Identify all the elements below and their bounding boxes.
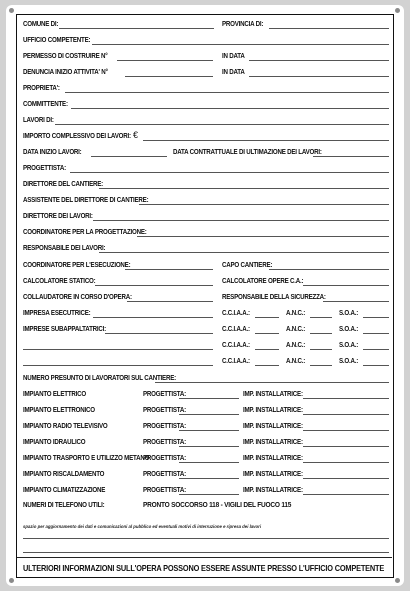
- update-area-line: [23, 552, 389, 553]
- impianto-label: IMPIANTO RISCALDAMENTO: [23, 469, 105, 478]
- impianto-installatrice-label: IMP. INSTALLATRICE:: [243, 389, 303, 398]
- cciaa-label: C.C.I.A.A.:: [222, 324, 250, 333]
- anc-line: [310, 317, 332, 318]
- data-ultimazione-label: DATA CONTRATTUALE DI ULTIMAZIONE DEI LAVORI:: [173, 147, 322, 156]
- cciaa-line: [255, 365, 279, 366]
- impianto-progettista-line: [179, 398, 239, 399]
- coord-esecuzione-label: COORDINATORE PER L'ESECUZIONE:: [23, 260, 131, 269]
- impianto-progettista-label: PROGETTISTA:: [143, 469, 186, 478]
- calcolatore-statico-label: CALCOLATORE STATICO:: [23, 276, 96, 285]
- cciaa-label: C.C.I.A.A.:: [222, 356, 250, 365]
- impianto-progettista-label: PROGETTISTA:: [143, 389, 186, 398]
- anc-label: A.N.C.:: [286, 340, 306, 349]
- impianto-progettista-label: PROGETTISTA:: [143, 405, 186, 414]
- impianto-label: IMPIANTO TRASPORTO E UTILIZZO METANO: [23, 453, 150, 462]
- update-area-line: [23, 538, 389, 539]
- update-area-note: spazio per aggiornamento dei dati e comunicazioni al pubblico ed eventuali motivi di interruzione e ripresa dei lavori: [23, 524, 262, 529]
- calcolatore-opere-line: [303, 285, 389, 286]
- soa-label: S.O.A.:: [339, 340, 359, 349]
- provincia-line: [269, 28, 389, 29]
- telefono-value: PRONTO SOCCORSO 118 - VIGILI DEL FUOCO 115: [143, 500, 292, 509]
- impianto-installatrice-label: IMP. INSTALLATRICE:: [243, 405, 303, 414]
- numero-lavoratori-label: NUMERO PRESUNTO DI LAVORATORI SUL CANTIERE:: [23, 373, 176, 382]
- direttore-lavori-line: [93, 220, 389, 221]
- mounting-hole-top-right: [395, 8, 400, 13]
- impianto-progettista-label: PROGETTISTA:: [143, 437, 186, 446]
- responsabile-sicurezza-label: RESPONSABILE DELLA SICUREZZA:: [222, 292, 326, 301]
- telefono-label: NUMERI DI TELEFONO UTILI:: [23, 500, 105, 509]
- impianto-installatrice-line: [303, 478, 389, 479]
- soa-label: S.O.A.:: [339, 308, 359, 317]
- impianto-progettista-label: PROGETTISTA:: [143, 485, 186, 494]
- imprese-subappaltatrici-label: IMPRESE SUBAPPALTATRICI:: [23, 324, 106, 333]
- coord-progettazione-label: COORDINATORE PER LA PROGETTAZIONE:: [23, 227, 147, 236]
- capo-cantiere-label: CAPO CANTIERE:: [222, 260, 273, 269]
- progettista-label: PROGETTISTA:: [23, 163, 66, 172]
- impianto-progettista-label: PROGETTISTA:: [143, 421, 186, 430]
- mounting-hole-bottom-left: [9, 578, 14, 583]
- coord-progettazione-line: [137, 236, 389, 237]
- soa-line: [363, 365, 389, 366]
- capo-cantiere-line: [269, 269, 389, 270]
- cciaa-line: [255, 317, 279, 318]
- comune-label: COMUNE DI:: [23, 19, 59, 28]
- soa-line: [363, 317, 389, 318]
- footer-text: ULTERIORI INFORMAZIONI SULL'OPERA POSSONO ESSERE ASSUNTE PRESSO L'UFFICIO COMPETENTE: [23, 564, 385, 573]
- in-data-label-2: IN DATA: [222, 67, 245, 76]
- data-inizio-line: [91, 156, 167, 157]
- responsabile-lavori-label: RESPONSABILE DEI LAVORI:: [23, 243, 106, 252]
- impianto-installatrice-line: [303, 414, 389, 415]
- footer-divider: [17, 557, 392, 558]
- responsabile-sicurezza-line: [323, 301, 389, 302]
- ufficio-line: [92, 44, 389, 45]
- impianto-installatrice-line: [303, 398, 389, 399]
- denuncia-line: [125, 76, 213, 77]
- denuncia-label: DENUNCIA INIZIO ATTIVITA' N°: [23, 67, 108, 76]
- imprese-esecutrici-label: IMPRESA ESECUTRICE:: [23, 308, 91, 317]
- responsabile-lavori-line: [99, 252, 389, 253]
- impianto-label: IMPIANTO RADIO TELEVISIVO: [23, 421, 108, 430]
- direttore-cantiere-label: DIRETTORE DEL CANTIERE:: [23, 179, 104, 188]
- lavori-line: [55, 124, 389, 125]
- soa-label: S.O.A.:: [339, 324, 359, 333]
- anc-label: A.N.C.:: [286, 308, 306, 317]
- impianto-installatrice-line: [303, 494, 389, 495]
- mounting-hole-top-left: [9, 8, 14, 13]
- anc-line: [310, 349, 332, 350]
- imprese-esecutrici-line: [93, 317, 213, 318]
- in-data-line-2: [249, 76, 389, 77]
- in-data-label-1: IN DATA: [222, 51, 245, 60]
- collaudatore-line: [127, 301, 213, 302]
- cciaa-label: C.C.I.A.A.:: [222, 340, 250, 349]
- direttore-lavori-label: DIRETTORE DEI LAVORI:: [23, 211, 93, 220]
- importo-label: IMPORTO COMPLESSIVO DEI LAVORI:: [23, 131, 131, 140]
- committente-label: COMMITTENTE:: [23, 99, 68, 108]
- collaudatore-label: COLLAUDATORE IN CORSO D'OPERA:: [23, 292, 132, 301]
- impianto-progettista-label: PROGETTISTA:: [143, 453, 186, 462]
- cciaa-line: [255, 349, 279, 350]
- coord-esecuzione-line: [125, 269, 213, 270]
- impianto-progettista-line: [179, 430, 239, 431]
- impianto-installatrice-label: IMP. INSTALLATRICE:: [243, 469, 303, 478]
- anc-label: A.N.C.:: [286, 356, 306, 365]
- in-data-line-1: [249, 60, 389, 61]
- anc-line: [310, 365, 332, 366]
- sign-frame: [16, 14, 394, 578]
- impianto-progettista-line: [179, 494, 239, 495]
- provincia-label: PROVINCIA DI:: [222, 19, 264, 28]
- impianto-label: IMPIANTO ELETTRICO: [23, 389, 86, 398]
- impianto-installatrice-label: IMP. INSTALLATRICE:: [243, 485, 303, 494]
- committente-line: [71, 108, 389, 109]
- permesso-line: [117, 60, 213, 61]
- impianto-progettista-line: [179, 462, 239, 463]
- soa-label: S.O.A.:: [339, 356, 359, 365]
- impianto-progettista-line: [179, 446, 239, 447]
- construction-site-sign: [6, 5, 404, 586]
- impianto-progettista-line: [179, 478, 239, 479]
- impianto-label: IMPIANTO CLIMATIZZAZIONE: [23, 485, 106, 494]
- impianto-installatrice-line: [303, 430, 389, 431]
- data-inizio-label: DATA INIZIO LAVORI:: [23, 147, 82, 156]
- numero-lavoratori-line: [155, 382, 389, 383]
- imprese-sub-line: [105, 333, 213, 334]
- data-ultimazione-line: [313, 156, 389, 157]
- anc-line: [310, 333, 332, 334]
- calcolatore-statico-line: [95, 285, 213, 286]
- impianto-label: IMPIANTO ELETTRONICO: [23, 405, 95, 414]
- proprieta-label: PROPRIETA':: [23, 83, 60, 92]
- ufficio-label: UFFICIO COMPETENTE:: [23, 35, 91, 44]
- cciaa-line: [255, 333, 279, 334]
- imprese-extra-line: [23, 365, 213, 366]
- impianto-label: IMPIANTO IDRAULICO: [23, 437, 86, 446]
- cciaa-label: C.C.I.A.A.:: [222, 308, 250, 317]
- impianto-installatrice-line: [303, 462, 389, 463]
- proprieta-line: [65, 92, 389, 93]
- progettista-line: [70, 172, 389, 173]
- impianto-installatrice-label: IMP. INSTALLATRICE:: [243, 437, 303, 446]
- impianto-installatrice-label: IMP. INSTALLATRICE:: [243, 421, 303, 430]
- calcolatore-opere-label: CALCOLATORE OPERE C.A.:: [222, 276, 304, 285]
- impianto-progettista-line: [179, 414, 239, 415]
- imprese-extra-line: [23, 349, 213, 350]
- direttore-cantiere-line: [99, 188, 389, 189]
- euro-symbol: €: [133, 130, 139, 140]
- lavori-label: LAVORI DI:: [23, 115, 54, 124]
- importo-line: [143, 140, 389, 141]
- soa-line: [363, 333, 389, 334]
- assistente-label: ASSISTENTE DEL DIRETTORE DI CANTIERE:: [23, 195, 149, 204]
- comune-line: [59, 28, 214, 29]
- permesso-label: PERMESSO DI COSTRUIRE N°: [23, 51, 108, 60]
- impianto-installatrice-label: IMP. INSTALLATRICE:: [243, 453, 303, 462]
- anc-label: A.N.C.:: [286, 324, 306, 333]
- impianto-installatrice-line: [303, 446, 389, 447]
- soa-line: [363, 349, 389, 350]
- mounting-hole-bottom-right: [395, 578, 400, 583]
- assistente-line: [139, 204, 389, 205]
